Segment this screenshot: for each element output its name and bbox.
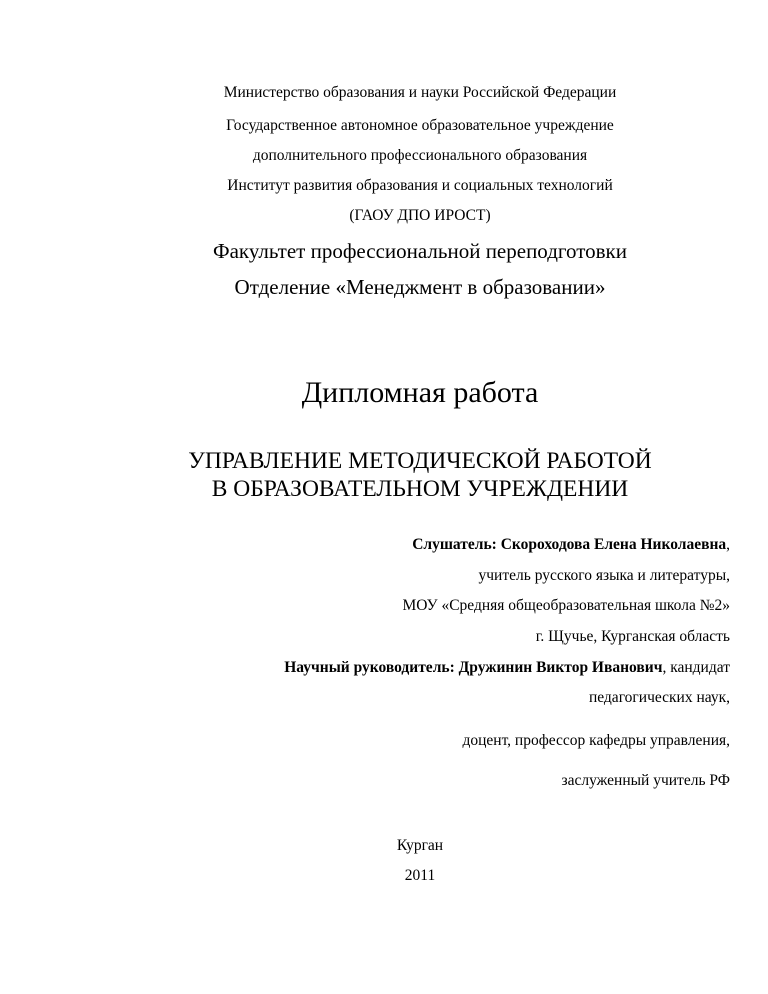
supervisor-degree: педагогических наук,: [588, 689, 730, 706]
work-type-heading: Дипломная работа: [301, 376, 539, 409]
student-location: г. Щучье, Курганская область: [535, 628, 730, 645]
department-line: Отделение «Менеджмент в образовании»: [234, 275, 606, 299]
abbreviation-line: (ГАОУ ДПО ИРОСТ): [349, 207, 491, 224]
institution-type-line: Государственное автономное образовательное учреждение: [226, 117, 614, 134]
supervisor-name: Научный руководитель: Дружинин Виктор Иванович: [284, 659, 663, 676]
year-line: 2011: [404, 867, 436, 884]
city-line: Курган: [396, 837, 444, 854]
supervisor-name-suffix: , кандидат: [662, 659, 730, 676]
student-school: МОУ «Средняя общеобразовательная школа №2»: [402, 597, 730, 614]
student-name-suffix: ,: [726, 536, 730, 553]
work-title-line-1: УПРАВЛЕНИЕ МЕТОДИЧЕСКОЙ РАБОТОЙ: [188, 448, 652, 474]
work-title-line-2: В ОБРАЗОВАТЕЛЬНОМ УЧРЕЖДЕНИИ: [211, 476, 629, 502]
student-line: [412, 537, 730, 553]
ministry-line: Министерство образования и науки Российской Федерации: [223, 84, 617, 101]
supervisor-line: [284, 660, 730, 676]
student-position: учитель русского языка и литературы,: [478, 567, 730, 584]
institution-type-line-2: дополнительного профессионального образования: [252, 147, 588, 164]
supervisor-position: доцент, профессор кафедры управления,: [462, 732, 730, 749]
faculty-line: Факультет профессиональной переподготовки: [213, 239, 627, 263]
supervisor-title: заслуженный учитель РФ: [561, 772, 730, 789]
institute-line: Институт развития образования и социальных технологий: [227, 177, 613, 194]
student-name: Слушатель: Скороходова Елена Николаевна: [412, 536, 727, 553]
